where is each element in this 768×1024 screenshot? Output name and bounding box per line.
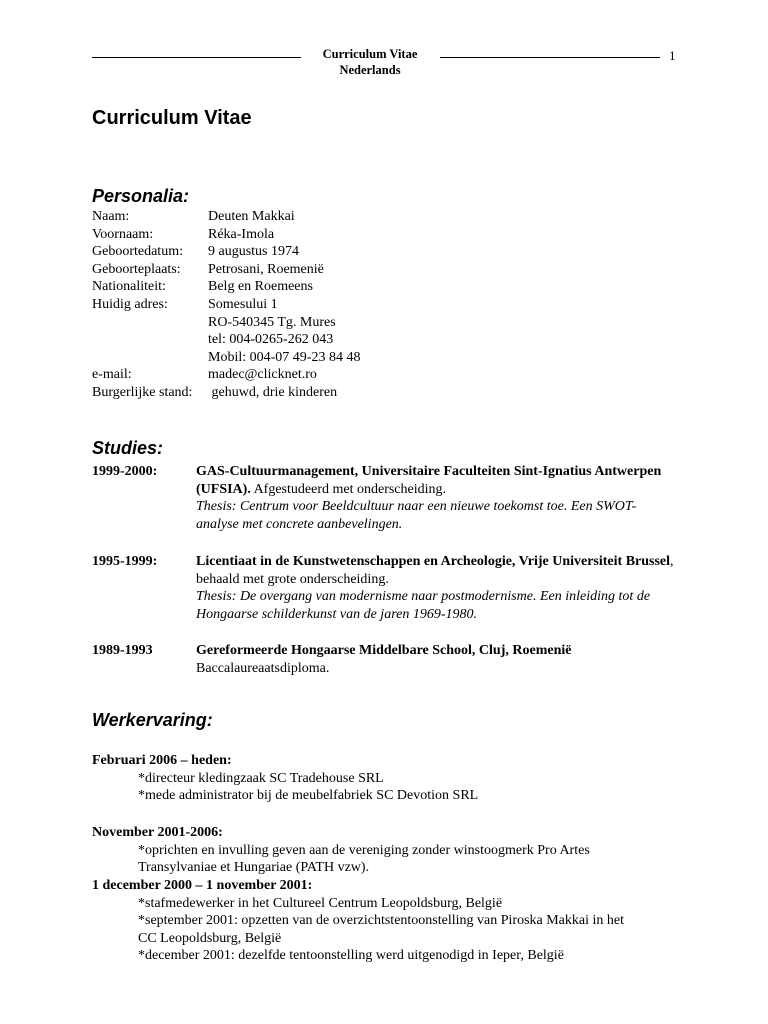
study-institution: Licentiaat in de Kunstwetenschappen en Archeologie, Vrije Universiteit Brussel	[196, 554, 671, 569]
study-result: Baccalaureaatsdiploma.	[196, 660, 330, 676]
header-line-1: Curriculum Vitae	[322, 47, 418, 61]
study-body	[196, 553, 676, 623]
personalia-row	[92, 314, 692, 332]
study-thesis: Thesis: De overgang van modernisme naar postmodernisme. Een inleiding tot de Hongaarse schilderkunst van de jaren 1969-1980.	[196, 589, 651, 622]
personalia-label	[92, 349, 208, 367]
personalia-row	[92, 278, 692, 296]
personalia-row	[92, 208, 692, 226]
page-number: 1	[669, 48, 676, 63]
personalia-value: 9 augustus 1974	[208, 244, 299, 260]
personalia-row	[92, 243, 692, 261]
personalia-label: Burgerlijke stand:	[92, 384, 193, 400]
study-date: 1989-1993	[92, 643, 153, 658]
work-period: Februari 2006 – heden:	[92, 753, 232, 768]
personalia-value: Belg en Roemeens	[208, 279, 313, 295]
study-thesis: Thesis: Centrum voor Beeldcultuur naar een nieuwe toekomst toe. Een SWOT-analyse met concrete aanbevelingen.	[196, 499, 637, 532]
personalia-label: Geboorteplaats:	[92, 261, 181, 277]
work-item: Transylvaniae et Hungariae (PATH vzw).	[138, 860, 370, 876]
personalia-row	[92, 366, 692, 384]
personalia-table	[92, 208, 692, 402]
work-period: November 2001-2006:	[92, 825, 223, 840]
personalia-value: tel: 004-0265-262 043	[208, 332, 334, 348]
personalia-label	[92, 314, 208, 332]
study-body	[196, 463, 676, 533]
personalia-value: madec@clicknet.ro	[208, 367, 317, 383]
study-date: 1995-1999:	[92, 554, 158, 569]
work-block	[92, 877, 692, 965]
work-item: *stafmedewerker in het Cultureel Centrum Leopoldsburg, België	[138, 895, 503, 911]
section-heading-studies: Studies:	[92, 438, 164, 458]
study-result: , behaald met grote onderscheiding.	[196, 554, 674, 587]
personalia-label: Naam:	[92, 209, 130, 224]
personalia-row	[92, 296, 692, 314]
personalia-value: RO-540345 Tg. Mures	[208, 314, 336, 330]
personalia-row	[92, 384, 692, 402]
work-item: *september 2001: opzetten van de overzichtstentoonstelling van Piroska Makkai in het	[138, 913, 624, 929]
work-block	[92, 824, 692, 877]
study-body	[196, 642, 676, 677]
work-item: *oprichten en invulling geven aan de vereniging zonder winstoogmerk Pro Artes	[138, 842, 590, 858]
personalia-value: Somesului 1	[208, 296, 278, 312]
personalia-label: e-mail:	[92, 367, 132, 383]
section-heading-werkervaring: Werkervaring:	[92, 710, 213, 730]
running-header	[300, 46, 440, 78]
personalia-value: Réka-Imola	[208, 226, 275, 242]
work-item: *december 2001: dezelfde tentoonstelling werd uitgenodigd in Ieper, België	[138, 948, 564, 964]
header-rule-left	[92, 57, 301, 58]
study-date: 1999-2000:	[92, 464, 158, 479]
study-institution: Gereformeerde Hongaarse Middelbare School, Cluj, Roemenië	[196, 643, 572, 658]
work-item: CC Leopoldsburg, België	[138, 930, 282, 946]
work-item: *directeur kledingzaak SC Tradehouse SRL	[138, 770, 384, 786]
personalia-row	[92, 331, 692, 349]
personalia-value: Mobil: 004-07 49-23 84 48	[208, 349, 361, 365]
study-entry	[92, 642, 692, 677]
personalia-row	[92, 261, 692, 279]
personalia-row	[92, 349, 692, 367]
personalia-label: Voornaam:	[92, 226, 154, 242]
work-item: *mede administrator bij de meubelfabriek SC Devotion SRL	[138, 788, 479, 804]
study-institution: GAS-Cultuurmanagement, Universitaire Faculteiten Sint-Ignatius Antwerpen (UFSIA).	[196, 464, 662, 497]
header-line-2: Nederlands	[339, 63, 401, 77]
study-result: Afgestudeerd met onderscheiding.	[250, 481, 447, 497]
section-heading-personalia: Personalia:	[92, 186, 190, 206]
work-period: 1 december 2000 – 1 november 2001:	[92, 878, 313, 893]
header-rule-right	[440, 57, 660, 58]
personalia-row	[92, 226, 692, 244]
personalia-label	[92, 331, 208, 349]
work-block	[92, 752, 692, 805]
personalia-value: Deuten Makkai	[208, 209, 295, 224]
study-entry	[92, 553, 692, 623]
study-entry	[92, 463, 692, 533]
personalia-value: gehuwd, drie kinderen	[208, 384, 338, 400]
personalia-value: Petrosani, Roemenië	[208, 261, 324, 277]
document-title: Curriculum Vitae	[92, 107, 252, 129]
personalia-label: Nationaliteit:	[92, 279, 166, 295]
personalia-label: Geboortedatum:	[92, 244, 183, 260]
personalia-label: Huidig adres:	[92, 296, 168, 312]
